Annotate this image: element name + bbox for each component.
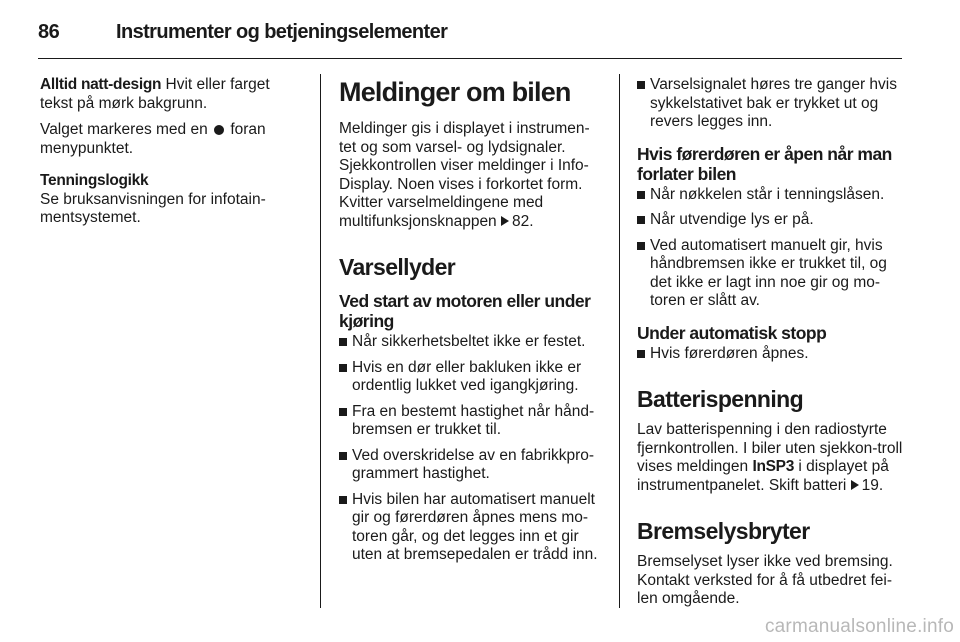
subsection-title-driver-door: Hvis førerdøren er åpen når man forlater bilen — [637, 143, 892, 184]
list-item: Når sikkerhetsbeltet ikke er festet. — [339, 333, 605, 352]
subsection-title-autostop: Under automatisk stopp — [637, 322, 827, 343]
paragraph-selection — [40, 121, 306, 158]
bike-carrier-list — [637, 76, 905, 132]
page-title: Instrumenter og betjeningselementer — [116, 20, 448, 43]
night-design-label: Alltid natt-design — [40, 76, 162, 93]
battery-text-before: Lav batterispenning i den radiostyrte fjernkontrollen. I biler uten sjekkon-troll vises meldingen — [637, 421, 903, 475]
header-rule — [38, 58, 902, 59]
autostop-list — [637, 345, 905, 364]
list-item: Hvis førerdøren åpnes. — [637, 345, 905, 364]
filled-dot-icon — [214, 125, 224, 135]
column-3 — [637, 76, 905, 617]
list-item: Hvis bilen har automatisert manuelt gir og førerdøren åpnes mens mo-toren går, og det legges inn et gir uten at bremsepedalen er trådd inn. — [339, 491, 605, 565]
driver-door-list — [637, 186, 905, 311]
page-reference[interactable] — [501, 213, 534, 230]
paragraph-brake-light-switch: Bremselyset lyser ikke ved bremsing. Kontakt verksted for å få utbedret fei-len omgående. — [637, 553, 893, 607]
list-item: Ved overskridelse av en fabrikkpro-grammert hastighet. — [339, 447, 605, 484]
paragraph-ignition-logic — [40, 172, 306, 228]
watermark: carmanualsonline.info — [764, 616, 954, 637]
vehicle-messages-text: Meldinger gis i displayet i instrumen-tet og som varsel- og lydsignaler. Sjekkontrollen viser meldinger i Info-Display. Noen vises i forkortet form. Kvitter varselmeldingene med multifunksjonsknappen — [339, 120, 590, 230]
page-number: 86 — [38, 20, 60, 43]
display-code: InSP3 — [752, 458, 795, 475]
paragraph-vehicle-messages — [339, 120, 605, 231]
subsection-title-engine-start: Ved start av motoren eller under kjøring — [339, 291, 591, 331]
column-2 — [339, 76, 605, 572]
ignition-logic-text: Se bruksanvisningen for infotain-mentsystemet. — [40, 190, 266, 226]
paragraph-night-design — [40, 76, 306, 113]
column-1 — [40, 76, 306, 236]
section-title-battery-voltage: Batterispenning — [637, 386, 804, 412]
paragraph-battery-voltage — [637, 421, 905, 495]
night-design-text: Hvit eller farget tekst på mørk bakgrunn. — [40, 76, 270, 112]
list-item: Ved automatisert manuelt gir, hvis håndbremsen ikke er trukket til, og det ikke er lagt inn noe gir og mo-toren er slått av. — [637, 237, 905, 311]
list-item: Hvis en dør eller bakluken ikke er ordentlig lukket ved igangkjøring. — [339, 359, 605, 396]
reference-arrow-icon — [501, 216, 509, 226]
section-title-vehicle-messages: Meldinger om bilen — [339, 77, 571, 107]
ignition-logic-label: Tenningslogikk — [40, 172, 149, 189]
list-item: Fra en bestemt hastighet når hånd-bremsen er trukket til. — [339, 403, 605, 440]
column-divider-1 — [320, 74, 321, 608]
reference-page: 82. — [512, 212, 534, 230]
column-divider-2 — [619, 74, 620, 608]
battery-text-after: i displayet på instrumentpanelet. Skift batteri — [637, 458, 889, 494]
selection-text-before: Valget markeres med en — [40, 121, 213, 138]
list-item: Når nøkkelen står i tenningslåsen. — [637, 186, 905, 205]
page-header — [38, 14, 447, 50]
section-title-warning-chimes: Varsellyder — [339, 254, 456, 280]
selection-text-after: foran menypunktet. — [40, 121, 266, 157]
reference-arrow-icon — [851, 480, 859, 490]
section-title-brake-light-switch: Bremselysbryter — [637, 518, 810, 544]
reference-page: 19. — [861, 476, 884, 494]
list-item: Varselsignalet høres tre ganger hvis sykkelstativet bak er trykket ut og revers legges inn. — [637, 76, 905, 132]
warning-chimes-list — [339, 333, 605, 565]
list-item: Når utvendige lys er på. — [637, 211, 905, 230]
page-reference[interactable] — [851, 477, 884, 494]
